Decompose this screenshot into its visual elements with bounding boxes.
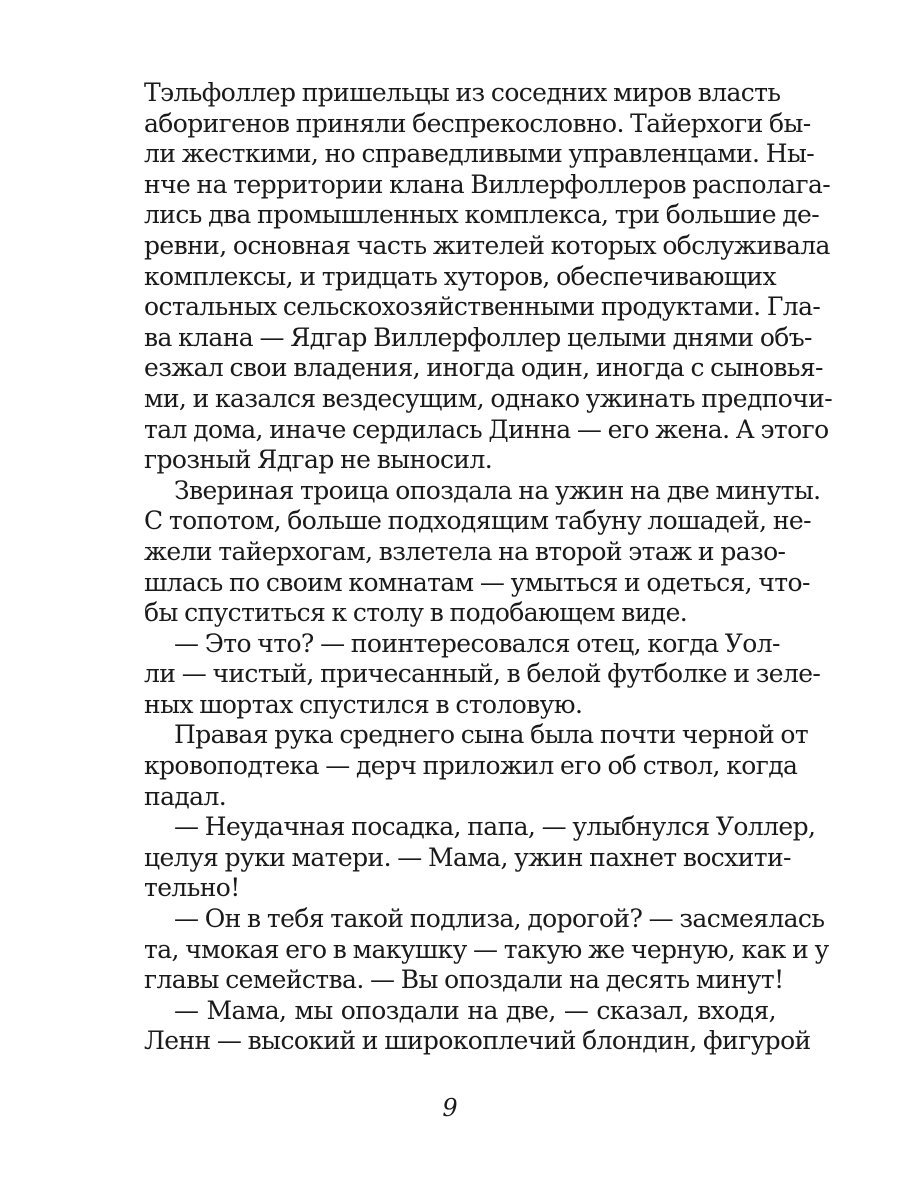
text-line: тал дома, иначе сердилась Динна — его жена. А этого (144, 414, 829, 444)
text-line: бы спуститься к столу в подобающем виде. (144, 598, 688, 628)
text-line: — Это что? — поинтересовался отец, когда Уол- (174, 628, 780, 658)
text-line: — Он в тебя такой подлиза, дорогой? — засмеялась (174, 904, 825, 934)
text-line: езжал свои владения, иногда один, иногда с сыновья- (144, 353, 823, 383)
text-line: ли — чистый, причесанный, в белой футболке и зеле- (144, 659, 821, 689)
text-line: ревни, основная часть жителей которых обслуживала (144, 230, 830, 260)
text-line: та, чмокая его в макушку — такую же черную, как и у (144, 934, 829, 964)
text-line: ва клана — Ядгар Виллерфоллер целыми днями объ- (144, 322, 812, 352)
text-line: кровоподтека — дерч приложил его об ствол, когда (144, 751, 798, 781)
text-line: С топотом, больше подходящим табуну лошадей, не- (144, 506, 811, 536)
text-line: жели тайерхогам, взлетела на второй этаж и разо- (144, 536, 786, 566)
text-line: главы семейства. — Вы опоздали на десять минут! (144, 965, 784, 995)
text-line: падал. (144, 781, 227, 811)
text-line: Звериная троица опоздала на ужин на две минуты. (174, 475, 821, 505)
text-line: Тэльфоллер пришельцы из соседних миров власть (144, 78, 781, 107)
text-line: нче на территории клана Виллерфоллеров располага- (144, 169, 831, 199)
text-line: тельно! (144, 873, 240, 903)
text-line: комплексы, и тридцать хуторов, обеспечивающих (144, 261, 776, 291)
text-line: — Мама, мы опоздали на две, — сказал, входя, (174, 995, 776, 1025)
text-line: аборигенов приняли беспрекословно. Тайерхоги бы- (144, 108, 811, 138)
text-line: — Неудачная посадка, папа, — улыбнулся Уоллер, (174, 812, 816, 842)
text-line: лись два промышленных комплекса, три большие де- (144, 200, 820, 230)
page-body-text (144, 78, 833, 1057)
text-line: остальных сельскохозяйственными продуктами. Гла- (144, 292, 821, 322)
text-line: ми, и казался вездесущим, однако ужинать предпочи- (144, 383, 833, 413)
text-line: целуя руки матери. — Мама, ужин пахнет восхити- (144, 842, 791, 872)
text-line: грозный Ядгар не выносил. (144, 445, 493, 475)
text-line: Ленн — высокий и широкоплечий блондин, фигурой (144, 1026, 811, 1056)
text-line: шлась по своим комнатам — умыться и одеться, что- (144, 567, 810, 597)
text-line: Правая рука среднего сына была почти черной от (174, 720, 809, 750)
text-line: ных шортах спустился в столовую. (144, 689, 583, 719)
page-number: 9 (442, 1094, 458, 1122)
text-line: ли жесткими, но справедливыми управленцами. Ны- (144, 139, 815, 169)
